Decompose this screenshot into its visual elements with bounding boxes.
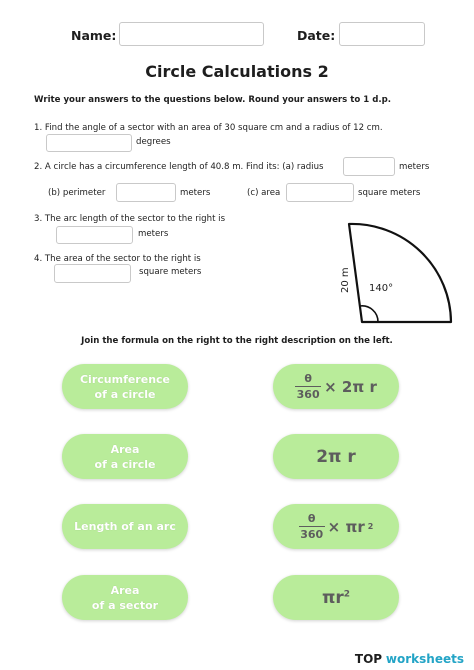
q1-answer-input[interactable] bbox=[46, 134, 132, 152]
radius-label: 20 m bbox=[340, 267, 351, 293]
q2a-unit: meters bbox=[399, 162, 430, 172]
formula-text: πr bbox=[321, 587, 344, 608]
description-text: Length of an arc bbox=[74, 520, 176, 533]
q2c-area-input[interactable] bbox=[286, 183, 354, 202]
description-area-circle[interactable] bbox=[62, 434, 188, 479]
question-3: 3. The arc length of the sector to the right is bbox=[34, 214, 226, 224]
formula-sector-area[interactable] bbox=[273, 504, 399, 549]
date-label: Date: bbox=[297, 28, 336, 43]
q4-answer-input[interactable] bbox=[54, 264, 131, 283]
formula-text: × πr bbox=[327, 517, 365, 536]
description-text: Area bbox=[110, 442, 140, 456]
formula-text: 2π r bbox=[316, 446, 356, 467]
description-text: of a circle bbox=[94, 387, 156, 401]
description-text: Circumference bbox=[79, 372, 171, 386]
fraction-numerator: θ bbox=[307, 512, 316, 525]
q2a-radius-input[interactable] bbox=[343, 157, 395, 176]
fraction-numerator: θ bbox=[304, 372, 312, 385]
page-title: Circle Calculations 2 bbox=[145, 62, 329, 81]
logo-worksheets: worksheets bbox=[385, 652, 464, 666]
instructions: Write your answers to the questions below. Round your answers to 1 d.p. bbox=[34, 95, 392, 105]
fraction-denominator: 360 bbox=[296, 388, 320, 401]
angle-label: 140° bbox=[369, 283, 394, 294]
formula-exponent: 2 bbox=[343, 589, 351, 600]
q3-unit: meters bbox=[138, 229, 169, 239]
name-input[interactable] bbox=[119, 22, 264, 46]
q2b-unit: meters bbox=[180, 188, 211, 198]
description-arc-length[interactable] bbox=[62, 504, 188, 549]
name-label: Name: bbox=[71, 28, 117, 43]
description-area-sector[interactable] bbox=[62, 575, 188, 620]
formula-exponent: 2 bbox=[367, 522, 374, 531]
description-text: of a sector bbox=[91, 598, 159, 612]
q2c-label: (c) area bbox=[247, 188, 281, 198]
fraction-denominator: 360 bbox=[300, 528, 324, 541]
formula-pi-r-squared[interactable] bbox=[273, 575, 399, 620]
q2b-label: (b) perimeter bbox=[48, 188, 106, 198]
question-2: 2. A circle has a circumference length of 40.8 m. Find its: (a) radius bbox=[34, 162, 324, 172]
sector-shape bbox=[349, 224, 451, 322]
fraction bbox=[299, 512, 325, 541]
join-instruction: Join the formula on the right to the right description on the left. bbox=[81, 336, 393, 346]
question-4: 4. The area of the sector to the right is bbox=[34, 254, 201, 264]
q2c-unit: square meters bbox=[358, 188, 421, 198]
question-1: 1. Find the angle of a sector with an area of 30 square cm and a radius of 12 cm. bbox=[34, 123, 383, 133]
formula-circumference-sector[interactable] bbox=[273, 364, 399, 409]
q4-unit: square meters bbox=[139, 267, 202, 277]
q2b-perimeter-input[interactable] bbox=[116, 183, 176, 202]
description-text: of a circle bbox=[94, 457, 156, 471]
description-circumference[interactable] bbox=[62, 364, 188, 409]
formula-two-pi-r[interactable] bbox=[273, 434, 399, 479]
fraction bbox=[295, 372, 321, 401]
date-input[interactable] bbox=[339, 22, 425, 46]
formula-text: × 2π r bbox=[324, 377, 377, 396]
q1-unit: degrees bbox=[136, 137, 171, 147]
q3-answer-input[interactable] bbox=[56, 226, 133, 244]
logo-top: TOP bbox=[354, 652, 383, 666]
description-text: Area bbox=[110, 583, 140, 597]
sector-diagram bbox=[330, 215, 460, 335]
topworksheets-logo bbox=[355, 652, 464, 666]
